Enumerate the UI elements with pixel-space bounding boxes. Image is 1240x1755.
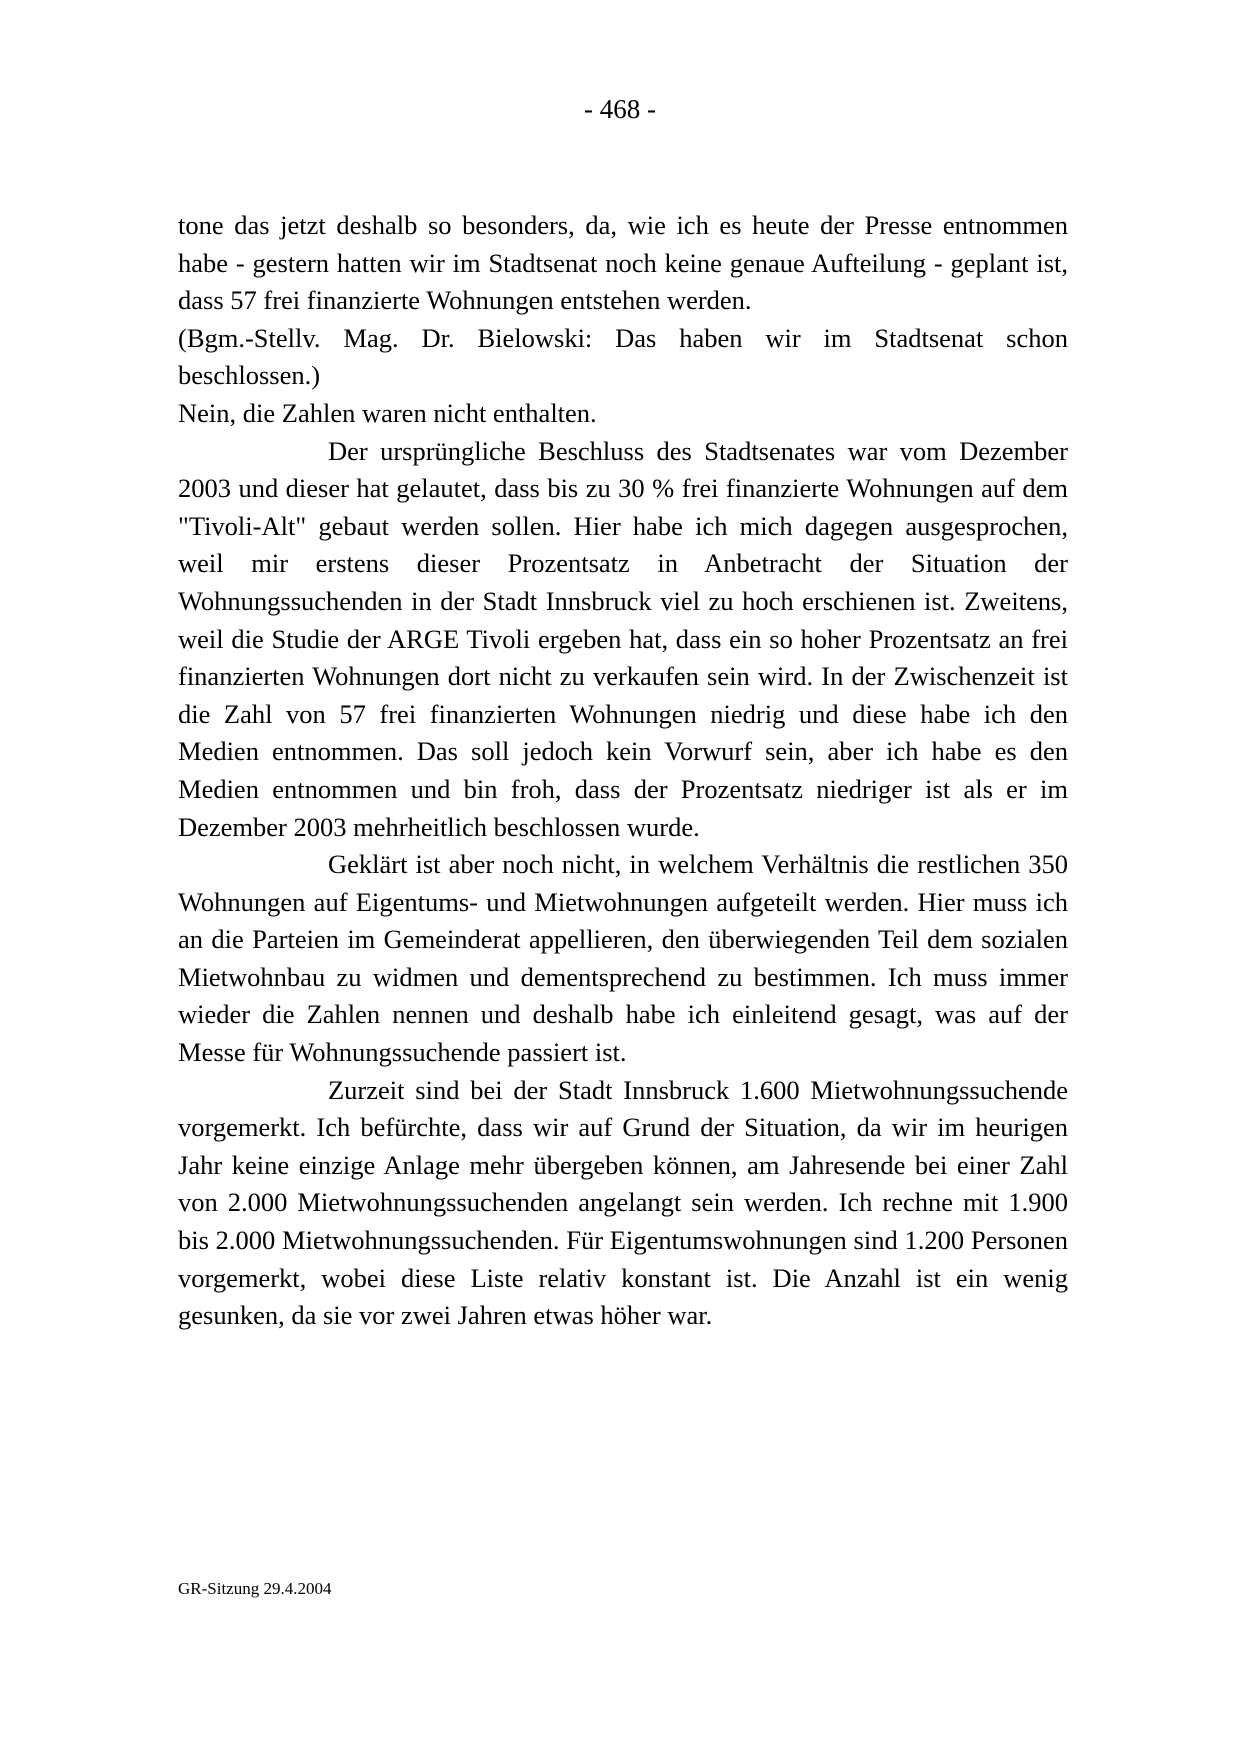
paragraph: tone das jetzt deshalb so besonders, da, wie ich es heute der Presse entnommen habe - gestern hatten wir im Stadtsenat noch keine genaue Aufteilung - geplant ist, dass 57 frei finanzierte Wohnungen entstehen werden. bbox=[178, 210, 1068, 316]
page-number: - 468 - bbox=[584, 94, 656, 124]
footer-session-label: GR-Sitzung 29.4.2004 bbox=[178, 1579, 332, 1598]
paragraph: Geklärt ist aber noch nicht, in welchem Verhältnis die restlichen 350 Wohnungen auf Eigentums- und Mietwohnungen aufgeteilt werden. Hier muss ich an die Parteien im Gemeinderat appellieren, den überwiegenden Teil dem sozialen Mietwohnbau zu widmen und dementsprechend zu bestimmen. Ich muss immer wieder die Zahlen nennen und deshalb habe ich einleitend gesagt, was auf der Messe für Wohnungssuchende passiert ist. bbox=[178, 849, 1068, 1068]
paragraph: Der ursprüngliche Beschluss des Stadtsenates war vom Dezember 2003 und dieser hat gelautet, dass bis zu 30 % frei finanzierte Wohnungen auf dem "Tivoli-Alt" gebaut werden sollen. Hier habe ich mich dagegen ausgesprochen, weil mir erstens dieser Prozentsatz in Anbetracht der Situation der Wohnungssuchenden in der Stadt Innsbruck viel zu hoch erschienen ist. Zweitens, weil die Studie der ARGE Tivoli ergeben hat, dass ein so hoher Prozentsatz an frei finanzierten Wohnungen dort nicht zu verkaufen sein wird. In der Zwischenzeit ist die Zahl von 57 frei finanzierten Wohnungen niedrig und diese habe ich den Medien entnommen. Das soll jedoch kein Vorwurf sein, aber ich habe es den Medien entnommen und bin froh, dass der Prozentsatz niedriger ist als er im Dezember 2003 mehrheitlich beschlossen wurde. bbox=[178, 435, 1068, 842]
paragraph: Zurzeit sind bei der Stadt Innsbruck 1.600 Mietwohnungssuchende vorgemerkt. Ich befürchte, dass wir auf Grund der Situation, da wir im heurigen Jahr keine einzige Anlage mehr übergeben können, am Jahresende bei einer Zahl von 2.000 Mietwohnungssuchenden angelangt sein werden. Ich rechne mit 1.900 bis 2.000 Mietwohnungssuchenden. Für Eigentumswohnungen sind 1.200 Personen vorgemerkt, wobei diese Liste relativ konstant ist. Die Anzahl ist ein wenig gesunken, da sie vor zwei Jahren etwas höher war. bbox=[178, 1074, 1068, 1331]
body-text bbox=[178, 207, 1068, 1335]
paragraph: Nein, die Zahlen waren nicht enthalten. bbox=[178, 397, 597, 428]
interjection-paragraph: (Bgm.-Stellv. Mag. Dr. Bielowski: Das haben wir im Stadtsenat schon beschlossen.) bbox=[178, 322, 1068, 391]
